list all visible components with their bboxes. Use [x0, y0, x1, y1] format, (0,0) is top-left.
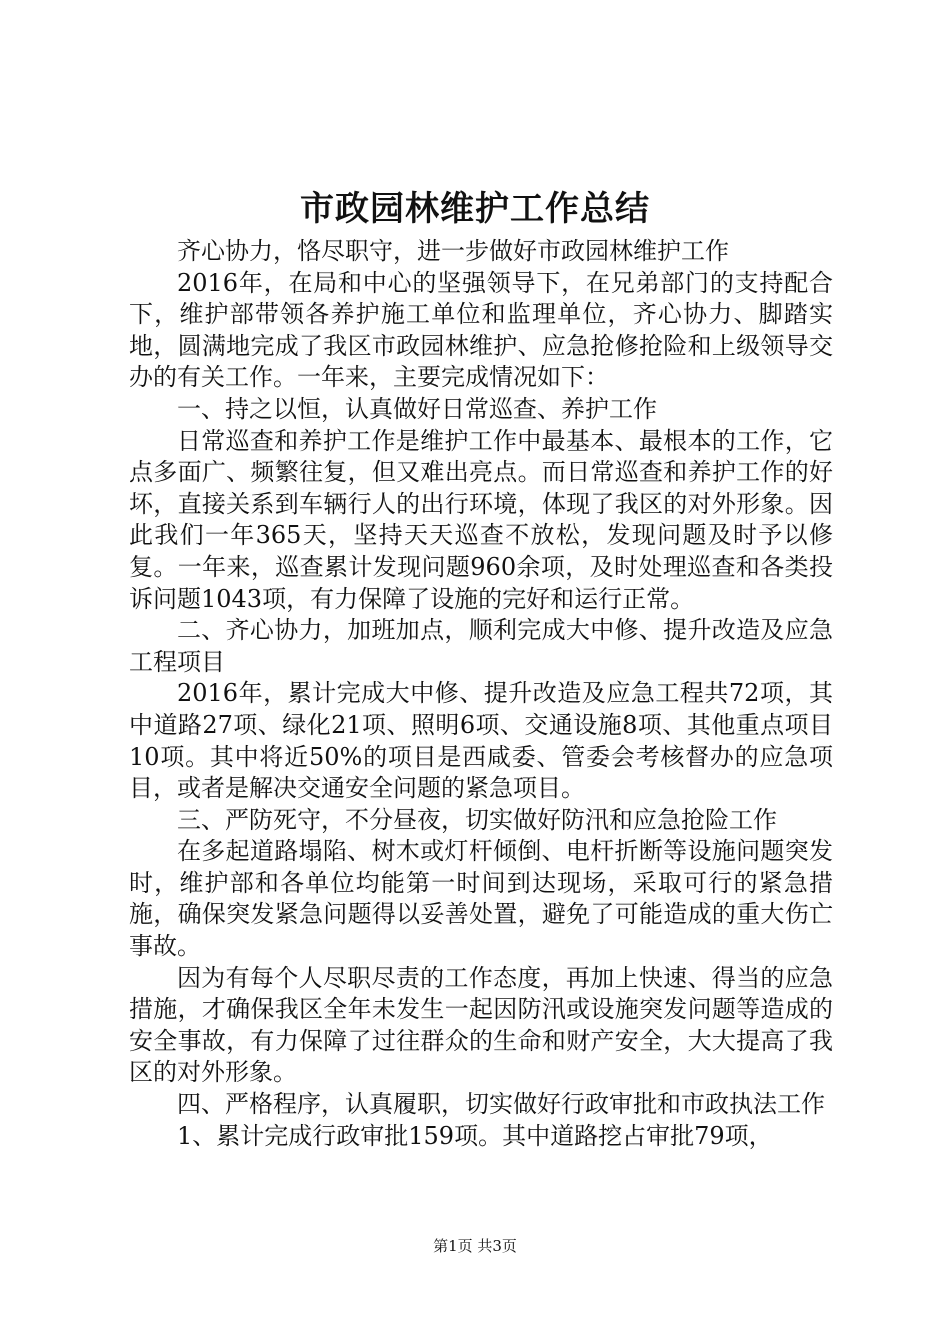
body-paragraph: 日常巡查和养护工作是维护工作中最基本、最根本的工作，它点多面广、频繁往复，但又难出亮点。而日常巡查和养护工作的好坏，直接关系到车辆行人的出行环境，体现了我区的对外形象。因此我们一年365天，坚持天天巡查不放松，发现问题及时予以修复。一年来，巡查累计发现问题960余项，及时处理巡查和各类投诉问题1043项，有力保障了设施的完好和运行正常。 — [129, 426, 833, 613]
section-heading: 二、齐心协力，加班加点，顺利完成大中修、提升改造及应急工程项目 — [129, 616, 833, 676]
body-paragraph: 因为有每个人尽职尽责的工作态度，再加上快速、得当的应急措施，才确保我区全年未发生一起因防汛或设施突发问题等造成的安全事故，有力保障了过往群众的生命和财产安全，大大提高了我区的对外形象。 — [129, 963, 833, 1087]
document-title: 市政园林维护工作总结 — [300, 189, 650, 229]
section-heading: 一、持之以恒，认真做好日常巡查、养护工作 — [177, 394, 657, 423]
page-number-footer: 第1页 共3页 — [433, 1237, 517, 1255]
section-heading: 三、严防死守，不分昼夜，切实做好防汛和应急抢险工作 — [177, 805, 777, 834]
body-paragraph: 2016年，累计完成大中修、提升改造及应急工程共72项，其中道路27项、绿化21项、照明6项、交通设施8项、其他重点项目10项。其中将近50%的项目是西咸委、管委会考核督办的应急项目，或者是解决交通安全问题的紧急项目。 — [129, 679, 833, 803]
section-heading: 四、严格程序，认真履职，切实做好行政审批和市政执法工作 — [177, 1090, 825, 1119]
document-body — [129, 236, 833, 1152]
body-paragraph: 1、累计完成行政审批159项。其中道路挖占审批79项， — [177, 1121, 773, 1150]
body-paragraph: 在多起道路塌陷、树木或灯杆倾倒、电杆折断等设施问题突发时，维护部和各单位均能第一时间到达现场，采取可行的紧急措施，确保突发紧急问题得以妥善处置，避免了可能造成的重大伤亡事故。 — [129, 837, 833, 961]
body-paragraph: 2016年，在局和中心的坚强领导下，在兄弟部门的支持配合下，维护部带领各养护施工单位和监理单位，齐心协力、脚踏实地，圆满地完成了我区市政园林维护、应急抢修抢险和上级领导交办的有关工作。一年来，主要完成情况如下： — [129, 268, 833, 392]
subtitle-paragraph: 齐心协力，恪尽职守，进一步做好市政园林维护工作 — [177, 237, 729, 265]
